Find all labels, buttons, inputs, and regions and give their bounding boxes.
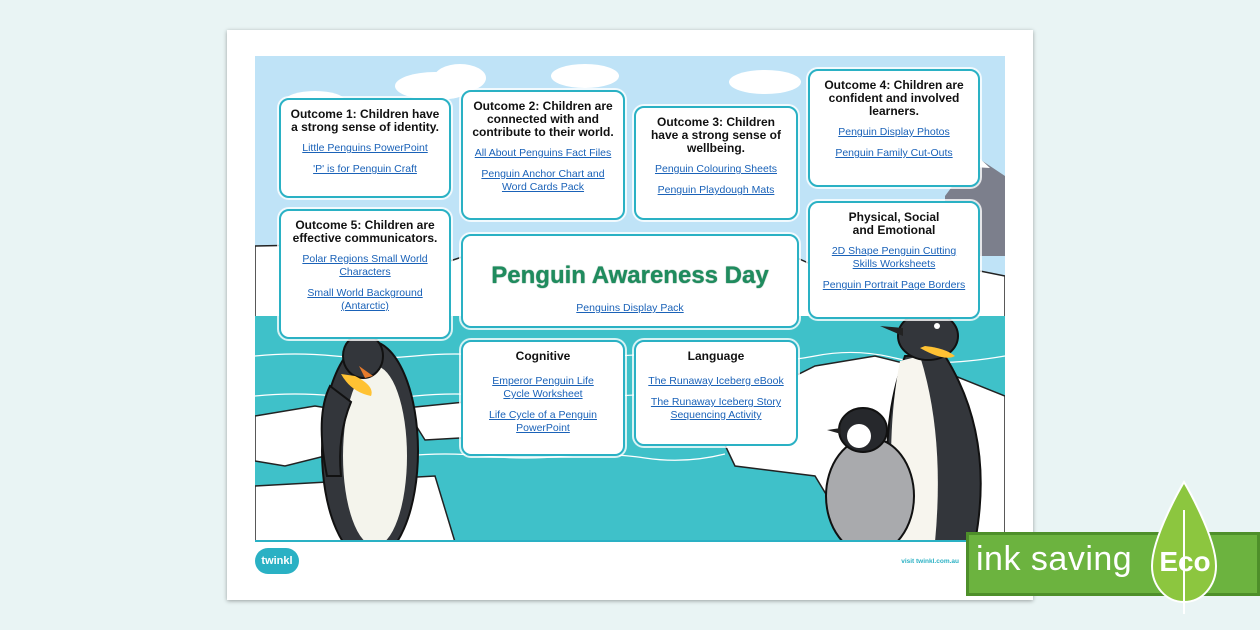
outcome-title: Outcome 1: Children have a strong sense of identity.	[290, 107, 440, 134]
outcome-card-4	[808, 69, 980, 187]
resource-link[interactable]: Life Cycle of a Penguin PowerPoint	[489, 409, 597, 434]
area-title: Language	[687, 349, 745, 363]
resource-link[interactable]: 2D Shape Penguin Cutting Skills Worksheets	[831, 245, 957, 270]
outcome-card-5	[279, 209, 451, 339]
resource-link[interactable]: All About Penguins Fact Files	[474, 147, 612, 159]
resource-link[interactable]: Penguins Display Pack	[576, 302, 684, 314]
twinkl-logo: twinkl	[255, 548, 299, 574]
outcome-title: Outcome 3: Children have a strong sense of wellbeing.	[650, 115, 782, 155]
resource-link[interactable]: Penguin Portrait Page Borders	[822, 279, 966, 291]
resource-link[interactable]: Little Penguins PowerPoint	[302, 142, 428, 154]
outcome-title: Outcome 5: Children are effective communicators.	[292, 218, 438, 245]
cognitive-card	[461, 340, 625, 456]
resource-link[interactable]: Penguin Display Photos	[838, 126, 950, 138]
language-card	[634, 340, 798, 446]
area-title: Physical, Social and Emotional	[848, 210, 940, 237]
resource-link[interactable]: Penguin Colouring Sheets	[654, 163, 777, 175]
visit-url: visit twinkl.com.au	[901, 558, 959, 565]
resource-link[interactable]: Small World Background (Antarctic)	[307, 287, 423, 312]
resource-link[interactable]: Penguin Family Cut-Outs	[835, 147, 953, 159]
physical-social-emotional-card	[808, 201, 980, 319]
ink-saving-label: ink saving	[976, 540, 1133, 578]
center-title-card	[461, 234, 799, 328]
resource-link[interactable]: Polar Regions Small World Characters	[302, 253, 428, 278]
outcome-card-1	[279, 98, 451, 198]
document-page	[227, 30, 1033, 600]
resource-link[interactable]: The Runaway Iceberg Story Sequencing Activity	[650, 396, 782, 421]
outcome-title: Outcome 4: Children are confident and involved learners.	[824, 78, 964, 118]
penguin-scene	[255, 56, 1005, 542]
resource-link[interactable]: Penguin Playdough Mats	[657, 184, 775, 196]
resource-link[interactable]: Emperor Penguin Life Cycle Worksheet	[492, 375, 594, 400]
outcome-card-3	[634, 106, 798, 220]
eco-badge: Eco	[1159, 546, 1211, 577]
resource-link[interactable]: The Runaway Iceberg eBook	[648, 375, 784, 387]
outcome-card-2	[461, 90, 625, 220]
resource-link[interactable]: Penguin Anchor Chart and Word Cards Pack	[481, 168, 605, 193]
page-title: Penguin Awareness Day	[491, 262, 769, 289]
resource-link[interactable]: 'P' is for Penguin Craft	[313, 163, 417, 175]
area-title: Cognitive	[515, 349, 571, 363]
footer-divider	[255, 540, 1005, 542]
outcome-title: Outcome 2: Children are connected with and contribute to their world.	[472, 99, 614, 139]
